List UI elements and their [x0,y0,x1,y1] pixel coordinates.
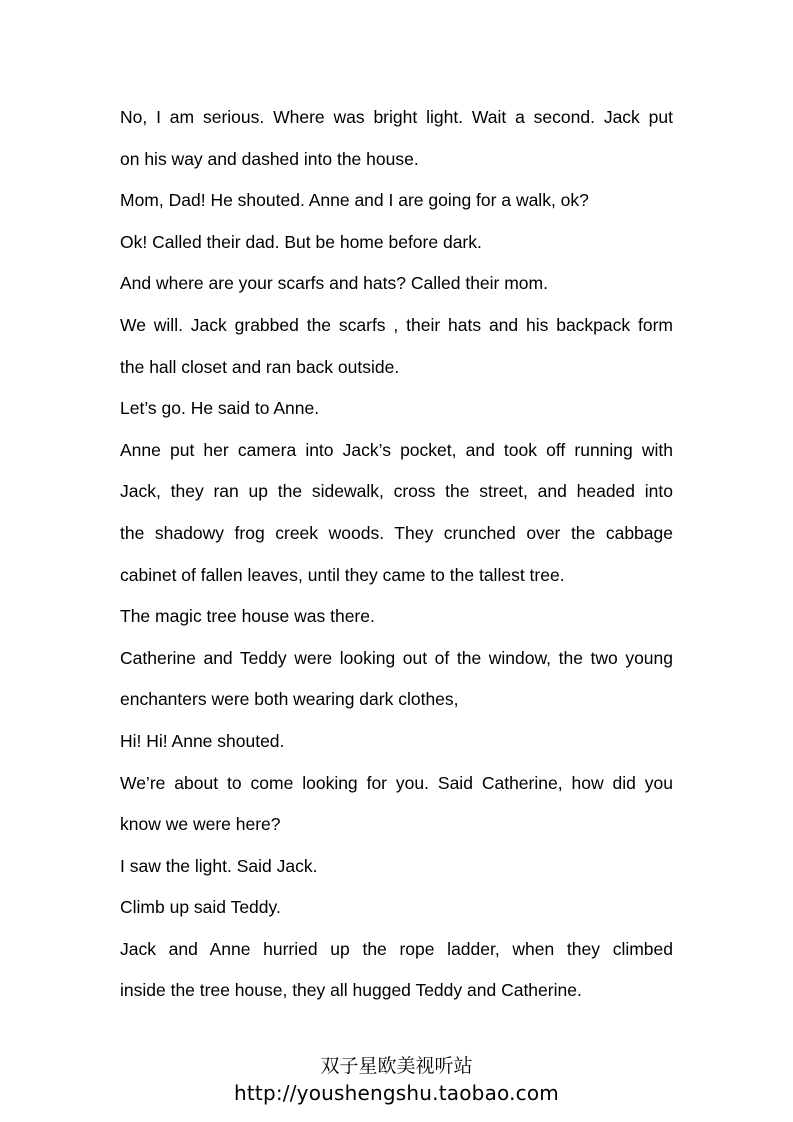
text-line: And where are your scarfs and hats? Called their mom. [120,273,548,294]
text-line: Jack, they ran up the sidewalk, cross the street, and headed into [120,481,673,502]
text-line: No, I am serious. Where was bright light. Wait a second. Jack put [120,107,673,127]
text-line: The magic tree house was there. [120,606,375,627]
text-line: Climb up said Teddy. [120,897,281,918]
text-line: We’re about to come looking for you. Said Catherine, how did you [120,772,673,793]
footer-url: http://youshengshu.taobao.com [234,1081,559,1105]
text-line: the hall closet and ran back outside. [120,356,400,377]
text-line: Hi! Hi! Anne shouted. [120,730,285,751]
text-line: Anne put her camera into Jack’s pocket, and took off running with [120,439,673,460]
text-line: inside the tree house, they all hugged Teddy and Catherine. [120,980,582,1001]
text-line: I saw the light. Said Jack. [120,855,318,876]
text-line: on his way and dashed into the house. [120,148,419,169]
text-line: know we were here? [120,814,281,835]
footer-shop-name: 双子星欧美视听站 [320,1055,473,1077]
text-line: Ok! Called their dad. But be home before dark. [120,231,482,252]
text-line: Let’s go. He said to Anne. [120,398,320,419]
story-text [120,97,673,1012]
text-line: We will. Jack grabbed the scarfs , their hats and his backpack form [120,314,673,335]
text-line: cabinet of fallen leaves, until they came to the tallest tree. [120,564,565,585]
text-line: Mom, Dad! He shouted. Anne and I are going for a walk, ok? [120,190,589,211]
text-line: enchanters were both wearing dark clothes, [120,689,459,710]
text-line: Jack and Anne hurried up the rope ladder, when they climbed [120,938,673,959]
text-line: the shadowy frog creek woods. They crunched over the cabbage [120,522,673,543]
text-line: Catherine and Teddy were looking out of the window, the two young [120,647,673,668]
